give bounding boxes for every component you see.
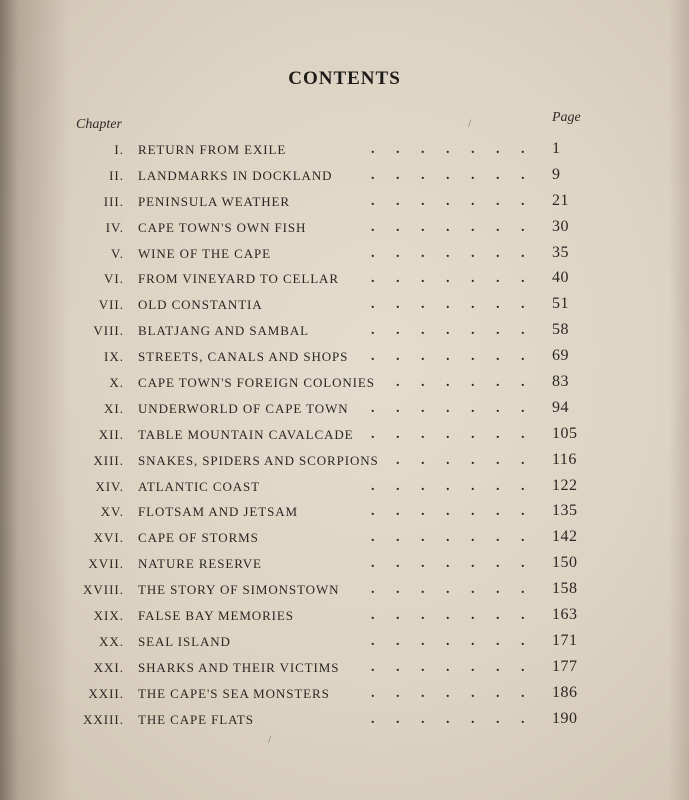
page-number: 105 bbox=[552, 424, 578, 442]
leader-dot: . bbox=[446, 711, 450, 727]
leader-dot: . bbox=[396, 685, 400, 701]
leader-dot: . bbox=[496, 142, 500, 157]
leader-dot: . bbox=[396, 297, 400, 313]
leader-dot: . bbox=[396, 142, 400, 157]
leader-dot: . bbox=[371, 711, 375, 727]
leader-dot: . bbox=[521, 400, 525, 416]
leader-dot: . bbox=[421, 452, 425, 468]
leader-dot: . bbox=[521, 608, 525, 624]
toc-entry bbox=[0, 244, 689, 270]
leader-dot: . bbox=[371, 142, 375, 157]
toc-entry bbox=[0, 269, 689, 295]
leader-dot: . bbox=[521, 582, 525, 598]
leader-dot: . bbox=[371, 582, 375, 598]
chapter-title: FALSE BAY MEMORIES bbox=[138, 608, 294, 624]
leader-dot: . bbox=[371, 556, 375, 572]
leader-dot: . bbox=[496, 271, 500, 287]
page-number: 171 bbox=[552, 631, 578, 649]
leader-dot: . bbox=[371, 349, 375, 365]
leader-dot: . bbox=[371, 504, 375, 520]
leader-dot: . bbox=[496, 582, 500, 598]
page-number: 51 bbox=[552, 295, 569, 313]
page-number: 142 bbox=[552, 528, 578, 546]
leader-dot: . bbox=[521, 142, 525, 157]
leader-dot: . bbox=[496, 452, 500, 468]
dot-leader bbox=[0, 683, 689, 706]
leader-dot: . bbox=[496, 400, 500, 416]
chapter-title: CAPE TOWN'S FOREIGN COLONIES bbox=[138, 375, 375, 391]
leader-dot: . bbox=[421, 219, 425, 235]
leader-dot: . bbox=[396, 711, 400, 727]
leader-dot: . bbox=[396, 582, 400, 598]
leader-dot: . bbox=[446, 659, 450, 675]
leader-dot: . bbox=[446, 323, 450, 339]
chapter-title: FLOTSAM AND JETSAM bbox=[138, 504, 298, 520]
leader-dot: . bbox=[521, 478, 525, 494]
dot-leader bbox=[0, 582, 689, 602]
leader-dot: . bbox=[396, 400, 400, 416]
chapter-title: THE CAPE'S SEA MONSTERS bbox=[138, 685, 330, 701]
leader-dot: . bbox=[446, 167, 450, 183]
toc-entry bbox=[0, 295, 689, 321]
page-number: 58 bbox=[552, 321, 569, 339]
leader-dot: . bbox=[446, 271, 450, 287]
leader-dot: . bbox=[471, 426, 475, 442]
chapter-title: CAPE TOWN'S OWN FISH bbox=[138, 219, 307, 235]
chapter-number: XXI. bbox=[93, 659, 124, 675]
chapter-number: XVI. bbox=[93, 530, 124, 546]
dot-leader bbox=[0, 323, 689, 343]
leader-dot: . bbox=[396, 245, 400, 261]
leader-dot: . bbox=[471, 297, 475, 313]
leader-dot: . bbox=[421, 349, 425, 365]
page-number: 116 bbox=[552, 450, 577, 468]
leader-dot: . bbox=[396, 659, 400, 675]
chapter-title: THE STORY OF SIMONSTOWN bbox=[138, 582, 340, 598]
page-number: 177 bbox=[552, 657, 578, 675]
pencil-mark: / bbox=[268, 732, 272, 746]
page-number: 158 bbox=[552, 580, 578, 598]
leader-dot: . bbox=[421, 400, 425, 416]
dot-leader bbox=[0, 217, 689, 240]
leader-dot: . bbox=[421, 323, 425, 339]
toc-entry bbox=[0, 399, 689, 425]
leader-dot: . bbox=[496, 375, 500, 391]
page-column-header: Page bbox=[552, 110, 581, 125]
toc-entry bbox=[0, 606, 689, 632]
leader-dot: . bbox=[446, 349, 450, 365]
leader-dot: . bbox=[496, 426, 500, 442]
leader-dot: . bbox=[521, 530, 525, 546]
toc-entry bbox=[0, 192, 689, 218]
dot-leader bbox=[0, 142, 689, 162]
leader-dot: . bbox=[521, 556, 525, 572]
leader-dot: . bbox=[521, 711, 525, 727]
leader-dot: . bbox=[446, 297, 450, 313]
leader-dot: . bbox=[421, 478, 425, 494]
chapter-title: TABLE MOUNTAIN CAVALCADE bbox=[138, 426, 354, 442]
dot-leader bbox=[0, 424, 689, 447]
leader-dot: . bbox=[521, 245, 525, 261]
leader-dot: . bbox=[471, 633, 475, 649]
leader-dot: . bbox=[496, 349, 500, 365]
toc-entry bbox=[0, 425, 689, 451]
chapter-title: NATURE RESERVE bbox=[138, 556, 262, 572]
leader-dot: . bbox=[446, 633, 450, 649]
chapter-number: IX. bbox=[104, 349, 124, 365]
leader-dot: . bbox=[396, 452, 400, 468]
leader-dot: . bbox=[521, 375, 525, 391]
leader-dot: . bbox=[521, 167, 525, 183]
leader-dot: . bbox=[471, 400, 475, 416]
leader-dot: . bbox=[421, 193, 425, 209]
dot-leader bbox=[0, 450, 689, 473]
chapter-title: SNAKES, SPIDERS AND SCORPIONS bbox=[138, 452, 379, 468]
page-number: 150 bbox=[552, 554, 578, 572]
leader-dot: . bbox=[396, 530, 400, 546]
leader-dot: . bbox=[521, 219, 525, 235]
dot-leader bbox=[0, 504, 689, 524]
leader-dot: . bbox=[396, 323, 400, 339]
leader-dot: . bbox=[421, 582, 425, 598]
page-number: 1 bbox=[552, 140, 561, 157]
leader-dot: . bbox=[396, 219, 400, 235]
leader-dot: . bbox=[521, 633, 525, 649]
leader-dot: . bbox=[421, 245, 425, 261]
leader-dot: . bbox=[446, 556, 450, 572]
leader-dot: . bbox=[471, 530, 475, 546]
leader-dot: . bbox=[496, 685, 500, 701]
chapter-number: XVII. bbox=[88, 556, 124, 572]
toc-entry bbox=[0, 658, 689, 684]
chapter-title: SHARKS AND THEIR VICTIMS bbox=[138, 659, 340, 675]
leader-dot: . bbox=[446, 452, 450, 468]
leader-dot: . bbox=[471, 478, 475, 494]
leader-dot: . bbox=[446, 375, 450, 391]
dot-leader bbox=[0, 375, 689, 395]
leader-dot: . bbox=[371, 478, 375, 494]
toc-entry bbox=[0, 710, 689, 736]
chapter-number: I. bbox=[114, 142, 124, 157]
dot-leader bbox=[0, 476, 689, 499]
leader-dot: . bbox=[446, 530, 450, 546]
toc-entry bbox=[0, 477, 689, 503]
toc-entry bbox=[0, 218, 689, 244]
leader-dot: . bbox=[521, 685, 525, 701]
chapter-title: PENINSULA WEATHER bbox=[138, 193, 290, 209]
leader-dot: . bbox=[446, 142, 450, 157]
leader-dot: . bbox=[521, 426, 525, 442]
toc-entry bbox=[0, 528, 689, 554]
leader-dot: . bbox=[396, 375, 400, 391]
leader-dot: . bbox=[396, 271, 400, 287]
leader-dot: . bbox=[396, 633, 400, 649]
chapter-number: XIX. bbox=[93, 608, 124, 624]
leader-dot: . bbox=[496, 245, 500, 261]
chapter-number: VI. bbox=[104, 271, 124, 287]
leader-dot: . bbox=[421, 167, 425, 183]
leader-dot: . bbox=[471, 219, 475, 235]
chapter-title: ATLANTIC COAST bbox=[138, 478, 261, 494]
leader-dot: . bbox=[446, 245, 450, 261]
toc-entry bbox=[0, 554, 689, 580]
leader-dot: . bbox=[521, 349, 525, 365]
leader-dot: . bbox=[496, 633, 500, 649]
leader-dot: . bbox=[371, 400, 375, 416]
toc-entry bbox=[0, 347, 689, 373]
leader-dot: . bbox=[396, 167, 400, 183]
leader-dot: . bbox=[371, 659, 375, 675]
leader-dot: . bbox=[471, 323, 475, 339]
leader-dot: . bbox=[471, 504, 475, 520]
dot-leader bbox=[0, 631, 689, 654]
leader-dot: . bbox=[371, 167, 375, 183]
leader-dot: . bbox=[396, 193, 400, 209]
chapter-number: XX. bbox=[98, 633, 124, 649]
leader-dot: . bbox=[521, 323, 525, 339]
toc-entry bbox=[0, 502, 689, 528]
toc-entry bbox=[0, 140, 689, 166]
table-of-contents bbox=[0, 140, 689, 735]
toc-entry bbox=[0, 451, 689, 477]
pencil-mark: / bbox=[468, 116, 472, 130]
leader-dot: . bbox=[421, 633, 425, 649]
leader-dot: . bbox=[496, 530, 500, 546]
chapter-number: V. bbox=[111, 245, 124, 261]
leader-dot: . bbox=[396, 556, 400, 572]
chapter-title: SEAL ISLAND bbox=[138, 633, 231, 649]
chapter-number: X. bbox=[109, 375, 124, 391]
chapter-number: XVIII. bbox=[82, 582, 124, 598]
leader-dot: . bbox=[446, 608, 450, 624]
leader-dot: . bbox=[446, 193, 450, 209]
dot-leader bbox=[0, 657, 689, 680]
toc-entry bbox=[0, 321, 689, 347]
page-title: CONTENTS bbox=[288, 68, 401, 89]
dot-leader bbox=[0, 709, 689, 732]
page-number: 40 bbox=[552, 269, 569, 287]
chapter-title: LANDMARKS IN DOCKLAND bbox=[138, 167, 333, 183]
leader-dot: . bbox=[446, 582, 450, 598]
leader-dot: . bbox=[396, 504, 400, 520]
dot-leader bbox=[0, 191, 689, 214]
page-number: 69 bbox=[552, 347, 569, 365]
leader-dot: . bbox=[421, 608, 425, 624]
leader-dot: . bbox=[371, 193, 375, 209]
page-number: 135 bbox=[552, 502, 578, 520]
page-number: 122 bbox=[552, 476, 578, 494]
leader-dot: . bbox=[371, 530, 375, 546]
chapter-number: XII. bbox=[98, 426, 124, 442]
leader-dot: . bbox=[471, 193, 475, 209]
leader-dot: . bbox=[521, 659, 525, 675]
chapter-number: II. bbox=[109, 167, 124, 183]
page-number: 163 bbox=[552, 606, 578, 624]
leader-dot: . bbox=[421, 556, 425, 572]
chapter-number: XV. bbox=[100, 504, 124, 520]
page-number: 186 bbox=[552, 683, 578, 701]
leader-dot: . bbox=[446, 685, 450, 701]
leader-dot: . bbox=[421, 530, 425, 546]
leader-dot: . bbox=[371, 245, 375, 261]
leader-dot: . bbox=[471, 608, 475, 624]
leader-dot: . bbox=[496, 323, 500, 339]
leader-dot: . bbox=[471, 556, 475, 572]
leader-dot: . bbox=[371, 323, 375, 339]
leader-dot: . bbox=[496, 297, 500, 313]
leader-dot: . bbox=[371, 271, 375, 287]
leader-dot: . bbox=[421, 504, 425, 520]
chapter-number: XIV. bbox=[95, 478, 124, 494]
chapter-title: THE CAPE FLATS bbox=[138, 711, 254, 727]
leader-dot: . bbox=[471, 142, 475, 157]
leader-dot: . bbox=[446, 504, 450, 520]
chapter-number: VII. bbox=[98, 297, 124, 313]
chapter-title: OLD CONSTANTIA bbox=[138, 297, 263, 313]
toc-entry bbox=[0, 166, 689, 192]
page-number: 35 bbox=[552, 243, 569, 261]
chapter-number: IV. bbox=[105, 219, 124, 235]
leader-dot: . bbox=[421, 685, 425, 701]
leader-dot: . bbox=[496, 608, 500, 624]
leader-dot: . bbox=[421, 142, 425, 157]
page-number: 30 bbox=[552, 217, 569, 235]
dot-leader bbox=[0, 297, 689, 317]
leader-dot: . bbox=[371, 426, 375, 442]
leader-dot: . bbox=[371, 219, 375, 235]
page-number: 21 bbox=[552, 191, 569, 209]
chapter-column-header: Chapter bbox=[76, 117, 122, 132]
dot-leader bbox=[0, 165, 689, 188]
dot-leader bbox=[0, 530, 689, 550]
toc-entry bbox=[0, 580, 689, 606]
dot-leader bbox=[0, 271, 689, 291]
chapter-title: FROM VINEYARD TO CELLAR bbox=[138, 271, 339, 287]
dot-leader bbox=[0, 608, 689, 628]
leader-dot: . bbox=[471, 245, 475, 261]
dot-leader bbox=[0, 349, 689, 369]
chapter-number: XI. bbox=[104, 400, 124, 416]
leader-dot: . bbox=[471, 659, 475, 675]
leader-dot: . bbox=[521, 271, 525, 287]
page-number: 190 bbox=[552, 709, 578, 727]
leader-dot: . bbox=[496, 167, 500, 183]
toc-entry bbox=[0, 373, 689, 399]
leader-dot: . bbox=[496, 504, 500, 520]
chapter-title: UNDERWORLD OF CAPE TOWN bbox=[138, 400, 349, 416]
leader-dot: . bbox=[446, 400, 450, 416]
page-number: 83 bbox=[552, 373, 569, 391]
chapter-title: BLATJANG AND SAMBAL bbox=[138, 323, 309, 339]
chapter-number: VIII. bbox=[93, 323, 124, 339]
chapter-title: RETURN FROM EXILE bbox=[138, 142, 287, 157]
chapter-number: III. bbox=[103, 193, 124, 209]
leader-dot: . bbox=[496, 659, 500, 675]
chapter-title: CAPE OF STORMS bbox=[138, 530, 259, 546]
leader-dot: . bbox=[421, 297, 425, 313]
leader-dot: . bbox=[521, 504, 525, 520]
leader-dot: . bbox=[471, 582, 475, 598]
leader-dot: . bbox=[421, 426, 425, 442]
leader-dot: . bbox=[396, 478, 400, 494]
leader-dot: . bbox=[471, 375, 475, 391]
chapter-number: XXIII. bbox=[82, 711, 124, 727]
toc-entry bbox=[0, 632, 689, 658]
chapter-title: WINE OF THE CAPE bbox=[138, 245, 271, 261]
page-number: 94 bbox=[552, 398, 569, 416]
leader-dot: . bbox=[371, 633, 375, 649]
leader-dot: . bbox=[521, 452, 525, 468]
leader-dot: . bbox=[471, 711, 475, 727]
leader-dot: . bbox=[421, 271, 425, 287]
leader-dot: . bbox=[371, 685, 375, 701]
chapter-title: STREETS, CANALS AND SHOPS bbox=[138, 349, 349, 365]
leader-dot: . bbox=[396, 426, 400, 442]
leader-dot: . bbox=[521, 297, 525, 313]
dot-leader bbox=[0, 556, 689, 576]
leader-dot: . bbox=[471, 349, 475, 365]
leader-dot: . bbox=[371, 608, 375, 624]
toc-entry bbox=[0, 684, 689, 710]
leader-dot: . bbox=[421, 711, 425, 727]
dot-leader bbox=[0, 243, 689, 266]
leader-dot: . bbox=[446, 426, 450, 442]
chapter-number: XIII. bbox=[93, 452, 124, 468]
leader-dot: . bbox=[421, 375, 425, 391]
leader-dot: . bbox=[496, 193, 500, 209]
leader-dot: . bbox=[521, 193, 525, 209]
chapter-number: XXII. bbox=[88, 685, 124, 701]
leader-dot: . bbox=[421, 659, 425, 675]
leader-dot: . bbox=[496, 219, 500, 235]
page-number: 9 bbox=[552, 165, 561, 183]
leader-dot: . bbox=[496, 556, 500, 572]
leader-dot: . bbox=[471, 167, 475, 183]
leader-dot: . bbox=[471, 685, 475, 701]
leader-dot: . bbox=[496, 478, 500, 494]
leader-dot: . bbox=[371, 297, 375, 313]
leader-dot: . bbox=[471, 271, 475, 287]
leader-dot: . bbox=[471, 452, 475, 468]
leader-dot: . bbox=[396, 608, 400, 624]
leader-dot: . bbox=[446, 478, 450, 494]
dot-leader bbox=[0, 398, 689, 421]
leader-dot: . bbox=[446, 219, 450, 235]
leader-dot: . bbox=[496, 711, 500, 727]
leader-dot: . bbox=[396, 349, 400, 365]
